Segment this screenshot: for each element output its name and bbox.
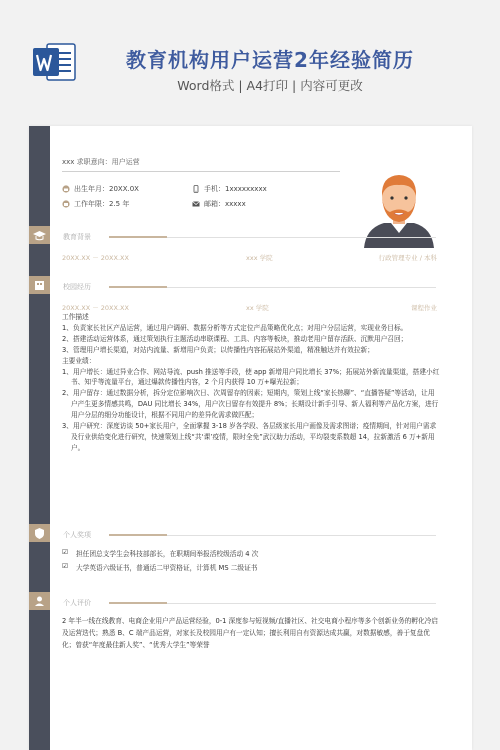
work-desc-item: 3、管理用户增长渠道，对站内流量、新增用户负责；以传播性内容拓展站外渠道，精准触达并有效拉新； [62,345,374,354]
campus-period: 20XX.XX － 20XX.XX [62,304,129,312]
awards-title: 个人奖项 [63,531,91,539]
shield-icon [29,524,50,542]
campus-role: 课程作业 [411,304,437,312]
work-desc-item: 1、负责家长社区产品运营，通过用户调研、数据分析等方式定位产品策略优化点；对用户分层运营，实现业务目标。 [62,323,408,332]
years-text: 工作年限：2.5 年 [74,200,130,208]
campus-badge [29,276,50,294]
phone-text: 手机：1xxxxxxxxx [204,185,267,193]
checkbox-icon: ☑ [62,548,68,556]
checkbox-icon: ☑ [62,562,68,570]
info-email [192,199,246,209]
info-years [62,199,129,209]
building-icon [29,276,50,294]
resume-paper [29,126,472,750]
campus-org: xx 学院 [246,304,269,312]
email-text: 邮箱：xxxxx [204,200,246,208]
info-birth [62,184,139,194]
award-text: 大学英语六级证书，普通话二甲资格证，计算机 MS 二级证书 [76,564,258,572]
campus-title: 校园经历 [63,283,91,291]
education-badge [29,226,50,244]
work-achv-item: 3、用户研究：深度访谈 50+家长用户，全面掌握 3-18 岁各学段、各层级家长用户画像及需求图谱；疫情期间，针对用户需求及行业供给变化进行研究，快速策划上线“共‘课’疫情，限时全免”武汉助力活动，平均裂变系数超 14，拉新激活 6 万+新用户。 [62,422,437,452]
info-phone [192,184,267,194]
phone-icon [192,185,200,193]
education-major: 行政管理专业 / 本科 [378,254,437,262]
work-achv-label: 主要业绩： [62,356,96,365]
evaluation-title: 个人评价 [63,599,91,607]
divider-accent [109,602,167,604]
awards-badge [29,524,50,542]
resume-sidebar [29,126,50,750]
award-item [62,548,258,558]
work-section [62,312,440,454]
work-achv-item: 2、用户留存：通过数据分析，拆分定位影响次日、次周留存的因素；短期内，策划上线“家长热聊”、“直播答疑”等活动，让用户产生更多情感共鸣，DAU 同比增长 34%，用户次日留存有效提升 8%；长期设计新手引导、新人福利等产品化方案，进行用户分层的细分功能设计，根据不同用户的差异化需求做匹配； [62,389,439,420]
page-subtitle: Word格式 | A4打印 | 内容可更改 [177,78,363,93]
page-header [0,0,500,112]
divider-accent [109,286,167,288]
avatar [362,166,436,248]
work-desc-item: 2、搭建活动运营体系，通过策划执行主题活动串联课程、工具、内容等板块，推动老用户留存活跃、沉默用户召回； [62,334,408,343]
work-achv-item: 1、用户增长：通过异业合作、网站导流、push 推送等手段，使 app 新增用户同比增长 37%；拓展站外新流量渠道，搭建小红书、知乎等流量平台，通过爆款传播性内容，2 个月内获得 10 万+曝光拉新； [62,367,440,387]
education-school: xxx 学院 [246,254,273,262]
divider [62,171,340,172]
evaluation-text: 2 年半一线在线教育、电商企业用户产品运营经验，0-1 深度参与短视频/直播社区、社交电商小程序等多个创新业务的孵化冷启及运营迭代；熟悉 B、C 端产品运营，对家长及校园用户有一定认知；擅长利用自有资源达成共赢，对数据敏感，善于复盘优化；曾获“年度最佳新人奖”、“优秀大学生”等荣誉 [62,617,439,649]
graduation-cap-icon [29,226,50,244]
award-item [62,562,257,572]
email-icon [192,200,200,208]
page-title: 教育机构用户运营2年经验简历 [126,48,414,72]
divider-accent [109,534,167,536]
work-desc-label: 工作描述 [62,313,89,321]
briefcase-icon [62,200,70,208]
education-period: 20XX.XX － 20XX.XX [62,254,129,262]
person-icon [29,592,50,610]
divider-accent [109,236,167,238]
education-title: 教育背景 [63,233,91,241]
cake-icon [62,185,70,193]
award-text: 担任团总支学生会科技部部长，在职期间举报活校级活动 4 次 [76,550,259,558]
job-intent: xxx 求职意向：用户运营 [62,158,140,166]
birth-text: 出生年月：20XX.0X [74,185,139,193]
evaluation-badge [29,592,50,610]
